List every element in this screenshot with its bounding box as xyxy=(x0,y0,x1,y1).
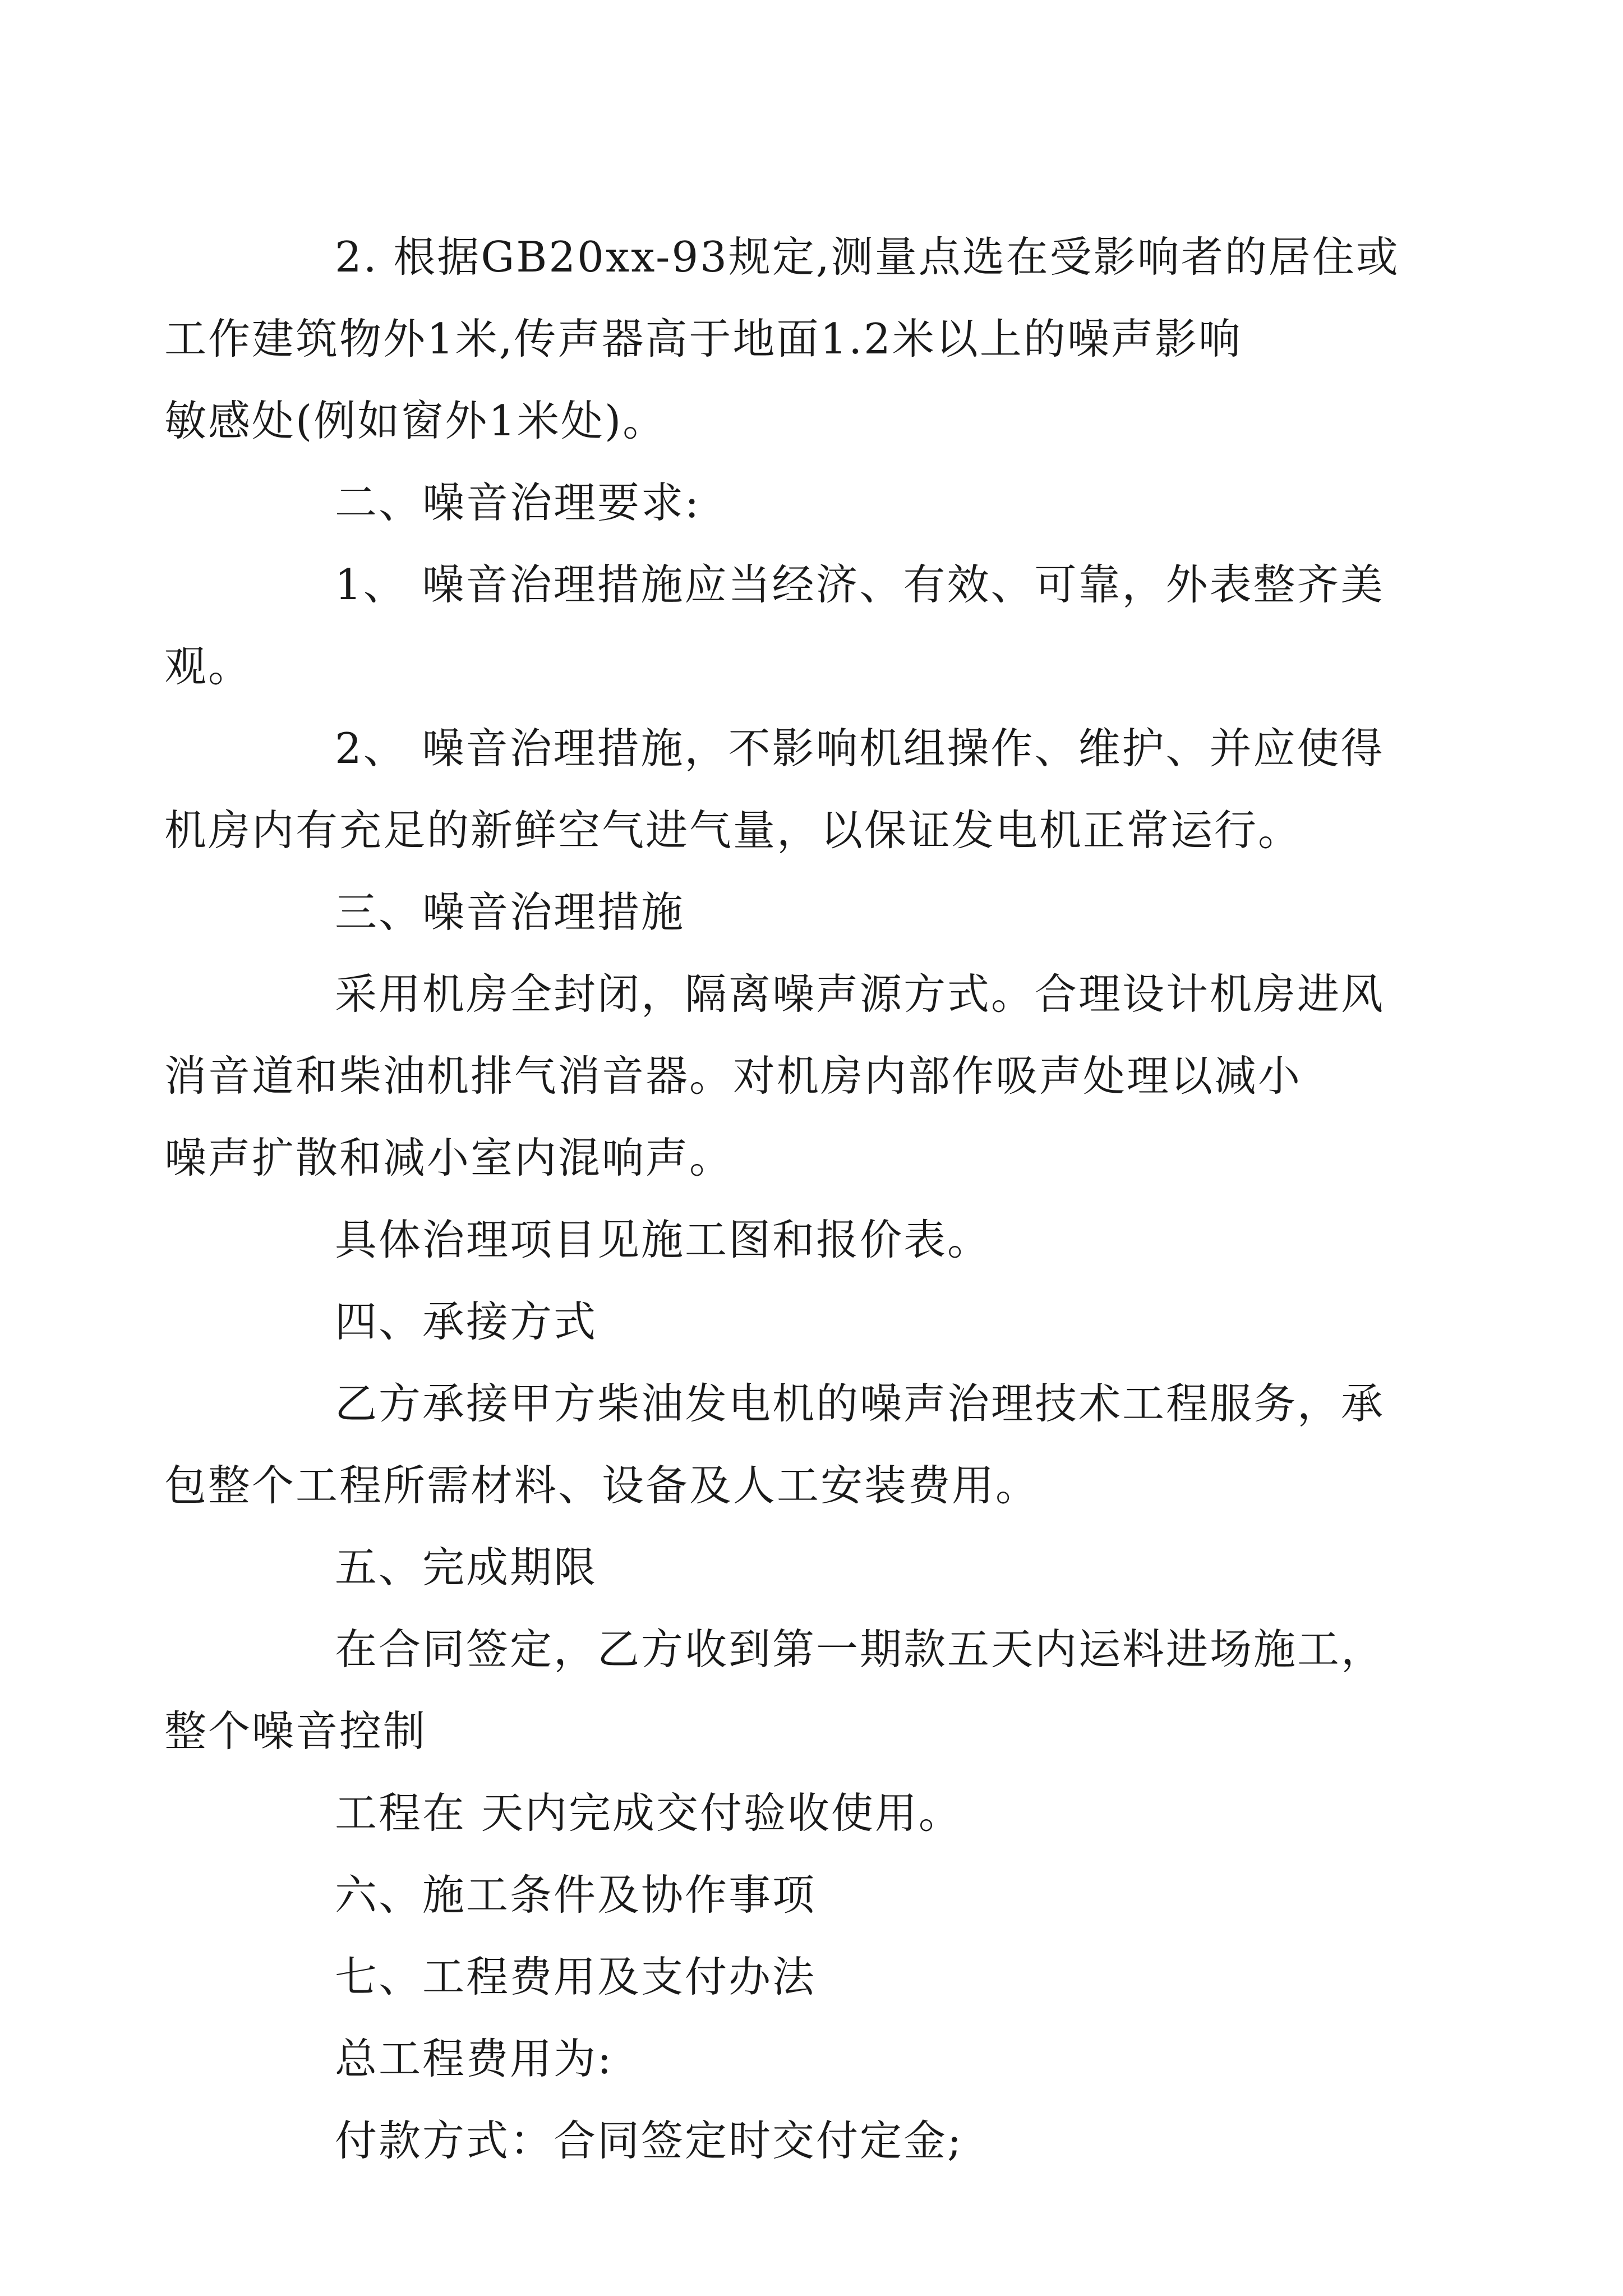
text-line: 噪声扩散和减小室内混响声。 xyxy=(164,1133,734,1182)
text-line: 二、噪音治理要求: xyxy=(335,478,701,527)
text-line: 2. 根据GB20xx-93规定,测量点选在受影响者的居住或 xyxy=(335,232,1400,282)
text-line: 消音道和柴油机排气消音器。对机房内部作吸声处理以减小 xyxy=(164,1051,1302,1101)
text-line: 付款方式：合同签定时交付定金; xyxy=(335,2116,963,2165)
document-body xyxy=(164,216,1400,2182)
heading-contract-method xyxy=(250,1281,1394,1363)
heading-project-cost xyxy=(250,1936,1394,2018)
text-line: 在合同签定，乙方收到第一期款五天内运料进场施工， xyxy=(335,1625,1385,1674)
paragraph-payment-method xyxy=(250,2100,1394,2182)
paragraph-measures xyxy=(164,953,1394,1199)
paragraph-contract-method xyxy=(164,1363,1394,1526)
paragraph-requirement-2 xyxy=(164,707,1394,871)
text-line: 观。 xyxy=(164,642,252,691)
text-line: 整个噪音控制 xyxy=(164,1706,427,1756)
text-line: 采用机房全封闭，隔离噪声源方式。合理设计机房进风 xyxy=(335,969,1385,1019)
text-line: 包整个工程所需材料、设备及人工安装费用。 xyxy=(164,1461,1040,1510)
heading-noise-requirements xyxy=(250,462,1394,544)
paragraph-measurement-point xyxy=(164,216,1400,462)
text-line: 工作建筑物外1米,传声器高于地面1.2米以上的噪声影响 xyxy=(164,314,1242,364)
heading-completion-period xyxy=(250,1526,1394,1608)
paragraph-requirement-1 xyxy=(164,544,1394,707)
heading-noise-measures xyxy=(250,871,1394,953)
text-line: 七、工程费用及支付办法 xyxy=(335,1952,817,2001)
text-line: 2、 噪音治理措施，不影响机组操作、维护、并应使得 xyxy=(335,724,1385,773)
paragraph-project-details xyxy=(250,1199,1394,1281)
text-line: 总工程费用为: xyxy=(335,2034,614,2083)
text-line: 五、完成期限 xyxy=(335,1543,598,1592)
text-line: 四、承接方式 xyxy=(335,1297,598,1346)
paragraph-completion-period xyxy=(164,1608,1394,1772)
text-line: 六、施工条件及协作事项 xyxy=(335,1870,817,1920)
text-line: 1、 噪音治理措施应当经济、有效、可靠，外表整齐美 xyxy=(335,560,1385,609)
text-line: 敏感处(例如窗外1米处)。 xyxy=(164,396,667,445)
paragraph-total-cost xyxy=(250,2018,1394,2100)
text-line: 具体治理项目见施工图和报价表。 xyxy=(335,1215,992,1264)
text-line: 三、噪音治理措施 xyxy=(335,887,685,937)
text-line: 机房内有充足的新鲜空气进气量，以保证发电机正常运行。 xyxy=(164,806,1302,855)
text-line: 乙方承接甲方柴油发电机的噪声治理技术工程服务，承 xyxy=(335,1379,1385,1428)
paragraph-completion-days xyxy=(250,1772,1394,1854)
heading-construction-conditions xyxy=(250,1854,1394,1936)
text-line: 工程在 天内完成交付验收使用。 xyxy=(335,1788,962,1838)
